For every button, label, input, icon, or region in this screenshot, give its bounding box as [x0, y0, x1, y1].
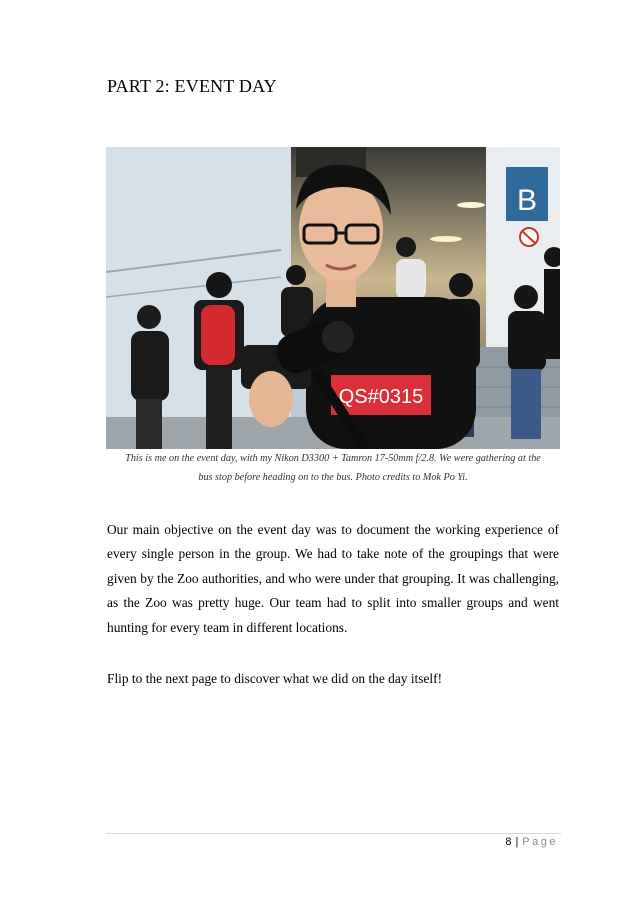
page-title: PART 2: EVENT DAY: [107, 76, 277, 96]
page-label: Page: [522, 836, 558, 848]
event-photo: [106, 147, 560, 449]
page-footer: [505, 836, 558, 848]
page-number: 8: [505, 836, 512, 848]
photo-caption: [106, 449, 560, 487]
body-paragraph: Our main objective on the event day was to document the working experience of every single person in the group. We had to take note of the groupings that were given by the Zoo authorities, and who were under that grouping. It was challenging, as the Zoo was pretty huge. Our team had to split into smaller groups and went hunting for every team in different locations.: [107, 522, 559, 635]
caption-line-1: This is me on the event day, with my Nikon D3300 + Tamron 17-50mm f/2.8. We were gathering at the: [125, 453, 541, 464]
next-page-note: Flip to the next page to discover what we did on the day itself!: [107, 671, 443, 686]
sign-letter: B: [516, 184, 538, 217]
shirt-text: QS#0315: [338, 386, 424, 408]
caption-line-2: bus stop before heading on to the bus. Photo credits to Mok Po Yi.: [198, 472, 468, 483]
footer-divider: [106, 833, 561, 834]
footer-separator: |: [515, 836, 519, 848]
